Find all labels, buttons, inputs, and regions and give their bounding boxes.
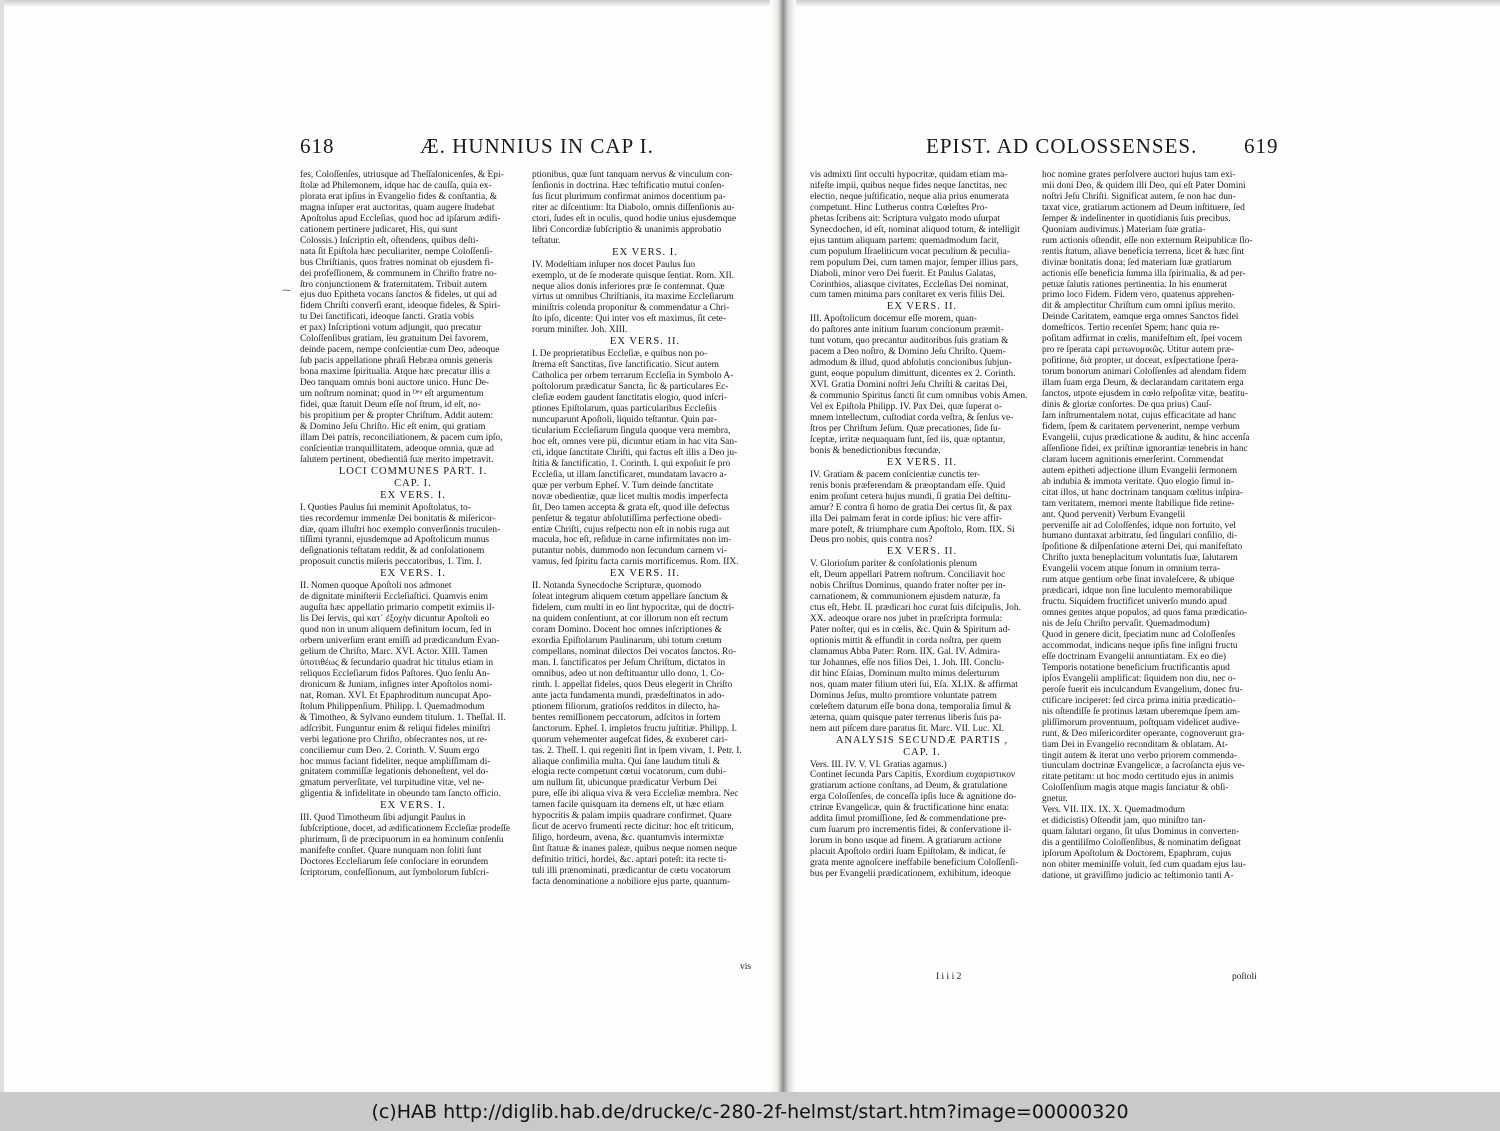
text-line: exordia Epiſtolarum Paulinarum, ubi totum cœtum (532, 636, 722, 647)
text-line: omnes gentes atque populos, ad quos fama prædicatio- (1042, 608, 1248, 619)
text-line: tas. 2. Theſſ. I. qui regeniti ſint in ſpem vivam, 1. Petr. I. (532, 745, 742, 756)
text-line: Vel ex Epiſtola Philipp. IV. Pax Dei, quæ ſuperat o- (810, 402, 1002, 413)
text-line: pliſſimorum proventuum, poſtquam videlicet audive- (1042, 717, 1240, 728)
text-line: gnitatem commiſſæ legationis dehoneſtent, vel do- (300, 767, 489, 778)
text-line: tuli illi prænominati, prædicantur de cœtu vocatorum (532, 866, 731, 877)
text-line: rum atque gentium orbe ſinat invaleſcere, & ubique (1042, 575, 1235, 586)
text-line: carnationem, & communionem ejusdem naturæ, fa (810, 592, 1001, 603)
text-line: prædicari, idque non ſine luculento memorabilique (1042, 586, 1233, 597)
text-line: petuæ ſalutis rationes pertinentia. In his enumerat (1042, 279, 1228, 290)
text-line: I. Quoties Paulus ſui meminit Apoſtolatus, to- (300, 502, 471, 513)
text-line: ſto ipſo, dicente: Qui inter vos eſt maximus, ſit cete- (532, 314, 726, 325)
text-line: hoc nomine grates perſolvere auctori hujus tam exi- (1042, 170, 1236, 180)
text-line: divinæ bonitatis dona; ſed materiam ſuæ gratiarum (1042, 257, 1232, 268)
text-line: I. De proprietatibus Eccleſiæ, e quibus non po- (532, 349, 708, 360)
text-line: fidelem, cum multi in eo ſint hypocritæ, qui de doctri- (532, 603, 735, 614)
text-line: ante jacta fundamenta mundi, prædeſtinatos in ado- (532, 690, 725, 701)
section-heading: EX VERS. I. (612, 246, 678, 258)
text-line: gnetur. (1042, 794, 1068, 805)
text-line: tam veritatem, memori mente ſtabilique fide retine- (1042, 498, 1235, 509)
text-line: fidem, ſpem & caritatem pervenerint, nempe verbum (1042, 421, 1240, 432)
text-line: lorum in bono usque ad finem. A gratiarum actione (810, 836, 1002, 847)
text-line: primo loco Fidem. Fidem vero, quatenus apprehen- (1042, 290, 1235, 301)
text-line: bus per Evangelii prædicationem, exhibitum, ideoque (810, 869, 1011, 880)
text-line: Evangelii, cujus prædicatione & auditu, & hinc accenſa (1042, 432, 1250, 443)
section-heading: LOCI COMMUNES PART. I. (338, 465, 488, 477)
text-line: perveniſſe ait ad Coloſſenſes, idque non fortuito, vel (1042, 520, 1236, 531)
text-line: ctori, ſudes eſt in oculis, quod hodie unius ejusdemque (532, 213, 737, 224)
section-heading: ANALYSIS SECUNDÆ PARTIS , (835, 734, 1009, 746)
section-heading: EX VERS. II. (886, 456, 958, 468)
text-line: illa Dei palmam ferat in corde ipſius: hic vere affir- (810, 513, 1003, 524)
text-line: cleſiæ eodem gaudent ſanctitatis elogio, quod inſcri- (532, 393, 727, 404)
text-line: Apoſtolus apud Eccleſias, quod hoc ad ipſarum ædifi- (300, 213, 501, 224)
text-line: ptiones Epiſtolarum, quas particularibus Eccleſiis (532, 404, 717, 415)
text-line: Deinde Caritatem, eamque erga omnes Sanctos fidei (1042, 312, 1239, 323)
text-line: magna inſuper erat auctoritas, quam augere ſtudebat (300, 202, 495, 213)
text-line: coram Domino. Docent hoc omnes inſcriptiones & (532, 625, 722, 636)
text-line: Quod in genere dicit, ſpeciatim nunc ad Coloſſenſes (1042, 630, 1236, 641)
text-line: ipſorum Apoſtolum & Doctorem, Epaphram, cujus (1042, 849, 1232, 860)
text-line: Deo tanquam omnis boni auctore unico. Hunc De- (300, 378, 490, 389)
text-line: IV. Gratiam & pacem conſcientiæ cunctis ter- (810, 469, 981, 480)
text-line: facta denominatione a nobiliore ejus parte, quantum- (532, 877, 731, 887)
text-line: tiam Dei in Evangelio reconditam & oblatam. At- (1042, 739, 1228, 750)
text-line: cum tamen minima pars conſtaret ex veris filiis Dei. (810, 290, 1005, 301)
text-line: illam Dei patris, reconciliationem, & pacem cum ipſo, (300, 432, 503, 443)
text-line: V. Glorioſum pariter & conſolationis plenum (810, 559, 977, 570)
text-line: nat, Roman. XVI. Et Epaphroditum nuncupat Apo- (300, 690, 492, 701)
text-line: optionis mittit & effundit in corda noſtra, per quem (810, 636, 1002, 647)
text-line: verbi legatione pro Chriſto, obſecrantes nos, ut re- (300, 734, 488, 745)
text-line: ſanctos, utpote ejusdem in cœlo reſpoſitæ vitæ, beatitu- (1042, 389, 1248, 400)
text-line: rorum miniſter. Joh. XIII. (532, 325, 628, 336)
text-line: auguſta hæc appellatio primario competit eximiis il- (300, 603, 495, 614)
text-line: pro re ſperata capi μετωνυμικῶς. Utitur autem præ- (1042, 345, 1235, 356)
text-line: electio, neque juſtificatio, neque alia prius enumerata (810, 191, 1009, 202)
text-line: nuncuparunt Apoſtoli, liquido teſtantur. Quin par- (532, 414, 717, 425)
right-column-2 (1042, 170, 1272, 882)
text-line: putantur nobis, dummodo non ſecundum carnem vi- (532, 546, 728, 557)
text-line: nifeſte impii, quibus neque fides neque ſanctitas, nec (810, 180, 1008, 191)
text-line: plurimum, ſi de præcipuorum in ea hominum conſenſu (300, 835, 504, 846)
text-line: illam ſuam erga Deum, & declarandam caritatem erga (1042, 378, 1244, 389)
text-line: eſſe doctrinam Evangelii annuntiatam. Ex eo die) (1042, 651, 1227, 662)
text-line: ctrinæ Evangelicæ, quin & fructificatione hinc enata: (810, 803, 1010, 814)
text-line: & communio Spiritus ſancti ſit cum omnibus vobis Amen. (810, 391, 1028, 402)
text-line: poſtolorum prædicatur Sancta, ſic & particulares Ec- (532, 382, 729, 393)
text-line: dit & amplectitur Chriſtum cum omni ipſius merito. (1042, 301, 1236, 312)
text-line: ptionibus, quæ ſunt tanquam nervus & vinculum con- (532, 170, 733, 180)
text-line: fructu. Siquidem fructificet univerſo mundo apud (1042, 597, 1227, 608)
text-line: vamus, ſed ſpiritu facta carnis mortificemus. Rom. IIX. (532, 557, 739, 568)
text-line: dis a gentiliſmo Coloſſenſibus, & nominatim deſignat (1042, 838, 1241, 849)
text-line: æterna, quam quisque pater terrenus liberis ſuis pa- (810, 712, 1002, 723)
text-line: tamen facile quisquam ita demens eſt, ut hæc etiam (532, 800, 724, 811)
text-line: entiæ Chriſti, cujus reſpectu non eſt in nobis ruga aut (532, 524, 730, 535)
text-line: ſpoſitione & diſpenſatione æterni Dei, qui manifeſtato (1042, 542, 1243, 553)
text-line: ſtros per Chriſtum Jeſum. Quæ precationes, ſide ſu- (810, 423, 1001, 434)
text-line: gelium de Chriſto, Marc. XVI. Actor. XIII. Tamen (300, 646, 488, 657)
text-line: placuit Apoſtolo ordiri ſuam Epiſtolam, & indicat, ſe (810, 847, 1006, 858)
text-line: ſtolæ ad Philemonem, idque hac de cauſſa, quia ex- (300, 180, 492, 191)
text-line: libri Concordiæ ſubſcriptio & unanimis approbatio (532, 224, 722, 235)
section-heading: EX VERS. I. (380, 489, 446, 501)
text-line: ſtro conjunctionem & fraternitatem. Tribuit autem (300, 279, 487, 290)
right-running-title: EPIST. AD COLOSSENSES. (926, 134, 1198, 158)
text-line: Synecdochen, id eſt, nominat aliquod totum, & intelligit (810, 224, 1020, 235)
text-line: tiſſimi tyranni, ejusdemque ad Apoſtolicum munus (300, 535, 490, 546)
text-line: grata mente agnoſcere ineffabile beneficium Coloſſenſi- (810, 858, 1019, 869)
text-line: Chriſto juxta beneplacitum voluntatis ſuæ, ſalutarem (1042, 553, 1238, 564)
text-line: Colossis.) Inſcriptio eſt, oſtendens, quibus deſti- (300, 235, 479, 246)
text-line: II. Notanda Synecdoche Scripturæ, quomodo (532, 581, 702, 592)
text-line: ſemper & indeſinenter in quotidianis ſuis precibus. (1042, 213, 1231, 224)
text-line: ctificare inciperet: ſed circa prima initia prædicatio- (1042, 695, 1236, 706)
section-heading: CAP. I. (394, 477, 432, 489)
section-heading: EX VERS. II. (886, 546, 958, 558)
text-line: aſſenſione fidei, ex priſtinæ ignorantiæ tenebris in hanc (1042, 443, 1248, 454)
text-line: cœleſtem daturum eſſe bona dona, temporalia ſimul & (810, 701, 1012, 712)
section-heading: CAP. I. (903, 746, 941, 758)
text-line: torum bonorum animari Coloſſenſes ad alendam fidem (1042, 367, 1247, 378)
section-heading: EX VERS. II. (609, 336, 681, 348)
text-line: ſtolum Philippenſium. Philipp. I. Quemadmodum (300, 701, 485, 712)
text-line: nem aut piſcem dare paratus ſit. Marc. VII. Luc. XI. (810, 723, 1005, 734)
text-line: Quoniam audivimus.) Materiam ſuæ gratia- (1042, 224, 1206, 235)
text-line: gmatum perverſitate, vel turpitudine vitæ, vel ne- (300, 778, 485, 789)
section-heading: EX VERS. II. (609, 568, 681, 580)
text-line: Corinthios, aliasque civitates, Eccleſias Dei nominat, (810, 279, 1009, 290)
text-line: omnibus, adeo ut non deſtituantur ullo dono, 1. Co- (532, 668, 725, 679)
text-line: rinth. I. appellat fideles, quos Deus elegerit in Chriſto (532, 679, 733, 690)
text-line: teſtatur. (532, 235, 561, 246)
text-line: enim proſunt cetera hujus mundi, ſi gratia Dei deſtitu- (810, 491, 1011, 502)
text-line: ſtitia & ſanctificatio, 1. Corinth. I. qui expoſuit ſe pro (532, 458, 731, 469)
text-line: ejus duo Epitheta vocans ſanctos & fideles, ut qui ad (300, 290, 497, 301)
text-line: renis bonis præferendam & præoptandam eſſe. Quid (810, 480, 1006, 491)
text-line: compellans, nominat dilectos Dei vocatos ſanctos. Ro- (532, 646, 737, 657)
text-line: dinis & gloriæ conſortes. De qua prius) Cauſ- (1042, 400, 1212, 411)
text-line: actionis eſſe beneficia ſumma illa ſpiritualia, & ad per- (1042, 268, 1246, 279)
text-line: bonis & benedictionibus fœcundæ. (810, 445, 941, 456)
text-line: amur? E contra ſi homo de gratia Dei certus ſit, & pax (810, 502, 1013, 513)
text-line: taxat vice, gratiarum actionem ad Deum inſtituere, ſed (1042, 202, 1245, 213)
text-line: ſam inſtrumentalem notat, cujus efficacitate ad hanc (1042, 410, 1237, 421)
left-catchword: vis (740, 962, 752, 972)
text-line: & Domino Jeſu Chriſto. Hic eſt enim, qui gratiam (300, 421, 486, 432)
text-line: eſt, Deum appellari Patrem noſtrum. Conciliavit hoc (810, 570, 1006, 581)
text-line: ſint ſtatuæ & inanes paleæ, quibus neque nomen neque (532, 844, 737, 855)
text-line: ſtrema eſt Sanctitas, ſive ſanctificatio. Sicut autem (532, 360, 719, 371)
text-line: macula, hoc eſt, reſiduæ in carne infirmitates non im- (532, 535, 732, 546)
text-line: definitio tritici, hordei, &c. aptari poteſt: ita recte ti- (532, 855, 727, 866)
text-line: pure, eſſe ibi aliqua viva & vera Eccleſiæ membra. Nec (532, 789, 739, 800)
text-line: um nullum ſit, ubicunque prædicatur Verbum Dei (532, 778, 717, 789)
text-line: et pax) Inſcriptioni votum adjungit, quo precatur (300, 323, 482, 334)
text-line: rem populum Dei, cum tamen major, ſemper illius pars, (810, 257, 1019, 268)
section-heading: EX VERS. II. (886, 301, 958, 313)
section-heading: EX VERS. I. (380, 800, 446, 812)
text-line: accommodat, indicans neque ipſis fine inſigni fructu (1042, 640, 1238, 651)
text-line: rentis ſtatum, aliave beneficia terrena, licet & hæc ſint (1042, 246, 1245, 257)
text-line: ſcriptorum, confeſſionum, aut ſymbolorum ſubſcri- (300, 868, 490, 879)
text-line: ſubſcriptione, docet, ad ædificationem Eccleſiæ prodeſſe (300, 824, 511, 835)
text-line: gligentia & infidelitate in obeundo tam ſancto officio. (300, 789, 501, 800)
text-line: ὑποτιθέως & ſecundario quadrat hic titulus etiam in (300, 657, 494, 668)
text-line: ab indubia & immota veritate. Quo elogio ſimul in- (1042, 476, 1234, 487)
text-line: ties recordemur immenſæ Dei bonitatis & miſericor- (300, 513, 496, 524)
text-line: ſub pacis appellatione phraſi Hebræa omnis generis (300, 356, 493, 367)
text-line: clamamus Abba Pater: Rom. IIX. Gal. IV. Admira- (810, 646, 1001, 657)
text-line: ſenſionis in doctrina. Hæc teſtificatio mutui conſen- (532, 180, 725, 191)
margin-mark: ⁓ (282, 286, 291, 296)
text-line: conciliemur cum Deo. 2. Corinth. V. Suum ergo (300, 745, 480, 756)
text-line: Catholica per orbem terrarum Eccleſia in Symbolo A- (532, 371, 734, 382)
left-column-1 (300, 170, 526, 879)
left-page-edge (0, 0, 4, 1092)
text-line: deſignationis teſtatam reddit, & ad conſolationem (300, 546, 485, 557)
text-line: hoc munus faciant fideliter, neque ampliſſimam di- (300, 756, 491, 767)
text-line: Diaboli, minor vero Dei fuerit. Et Paulus Galatas, (810, 268, 996, 279)
text-line: exemplo, ut de ſe moderate quisque ſentiat. Rom. XII. (532, 270, 735, 281)
text-line: dei profeſſionem, & communem in Chriſto fratre no- (300, 268, 497, 279)
text-line: elogia recte competunt cœtui vocatorum, cum dubi- (532, 767, 726, 778)
text-line: claram lucem agnitionis emerſerint. Commendat (1042, 454, 1224, 465)
text-line: ant. Quod pervenit) Verbum Evangelii (1042, 509, 1186, 520)
text-line: Eccleſia, ut illam ſanctificaret, mundatam lavacro a- (532, 469, 727, 480)
text-line: neque alios donis inferiores præ ſe contemnat. Quæ (532, 281, 725, 292)
right-catchword: poſtoli (1232, 972, 1257, 982)
text-line: autem epitheti adjectione illum Evangelii ſermonem (1042, 465, 1237, 476)
text-line: Dominus Jeſus, multo promtiore voluntate patrem (810, 690, 997, 701)
text-line: & Timotheo, & Sylvano eundem titulum. 1. Theſſal. II. (300, 712, 506, 723)
text-line: diæ, quam illuſtri hoc exemplo converſionis truculen- (300, 524, 501, 535)
text-line: fidem Chriſti converſi erant, ideoque fideles, & Spiri- (300, 301, 501, 312)
text-line: quod non in unum aliquem definitum locum, ſed in (300, 625, 492, 636)
text-line: Coloſſenſibus gratiam, ſeu gratuitum Dei favorem, (300, 334, 489, 345)
text-line: XVI. Gratia Domini noſtri Jeſu Chriſti & caritas Dei, (810, 380, 1008, 391)
text-line: tur Johannes, eſſe nos filios Dei, 1. Joh. III. Conclu- (810, 657, 1005, 668)
text-line: rum actionis oſtendit, eſſe non externum Reipublicæ ſlo- (1042, 235, 1253, 246)
text-line: dronicum & Juniam, inſignes inter Apoſtolos nomi- (300, 679, 493, 690)
text-line: hoc eſt, omnes vere pii, dicuntur etiam in hac vita San- (532, 436, 738, 447)
text-line: cationem pertinere judicaret, His, qui sunt (300, 224, 458, 235)
text-line: nis oſtendiſſe ſe protinus lætam uberemque ſpem am- (1042, 706, 1241, 717)
text-line: Vers. III. IV. V. VI. Gratias agamus.) (810, 759, 947, 770)
text-line: de dignitate miniſterii Eccleſiaſtici. Quamvis enim (300, 592, 488, 603)
text-line: ptionem filiorum, gratioſos redditos in dilecto, ha- (532, 701, 720, 712)
text-line: mii doni Deo, & quidem illi Deo, qui eſt Pater Domini (1042, 180, 1246, 191)
text-line: Deus pro nobis, quis contra nos? (810, 535, 933, 546)
text-line: miniſtris colenda proponitur & commendatur a Chri- (532, 303, 730, 314)
left-page-number: 618 (300, 134, 335, 158)
credit-bar (0, 1092, 1500, 1131)
text-line: ſanctorum. Epheſ. I. impletos fructu juſtitiæ. Philipp. I. (532, 723, 737, 734)
text-line: cti, idque ſanctitate Chriſti, qui factus eſt illis a Deo ju- (532, 447, 738, 458)
text-line: noſtri Jeſu Chriſti. Significat autem, ſe non hac dun- (1042, 191, 1236, 202)
text-line: Evangelii vocem atque ſonum in omnium terra- (1042, 564, 1221, 575)
text-line: poſitam adfirmat in cœlis, manifeſtum eſt, ſpei vocem (1042, 334, 1243, 345)
text-line: na quidem conſentiunt, at cor illorum non eſt rectum (532, 614, 729, 625)
text-line: non obiter meminiſſe voluit, ſed cum quadam ejus lau- (1042, 860, 1246, 871)
text-line: vis admixti ſint occulti hypocritæ, quidam etiam ma- (810, 170, 1008, 180)
text-line: poſitione, διὰ propter, ut doceat, exſpectatione ſpera- (1042, 356, 1239, 367)
text-line: nis de Jeſu Chriſto pervaſit. Quemadmodum) (1042, 619, 1210, 630)
text-line: Pater noſter, qui es in cœlis, &c. Quin & Spiritum ad- (810, 625, 1011, 636)
text-line: mnem intellectum, cuſtodiat corda veſtra, & ſenſus ve- (810, 412, 1014, 423)
text-line: datione, ut graviſſimo judicio ac teſtimonio tanti A- (1042, 871, 1234, 881)
text-line: Continet ſecunda Pars Capitis, Exordium ευχαριστικον (810, 770, 1016, 781)
text-line: Temporis notatione beneficium fructificantis apud (1042, 662, 1230, 673)
text-line: dit hinc Eſaias, Dominum multo minus deſerturum (810, 668, 1000, 679)
right-page (796, 0, 1500, 1092)
text-line: quæ per verbum Epheſ. V. Tum deinde ſanctitate (532, 480, 714, 491)
text-line: quorum vehementer augeſcat fides, & exuberet cari- (532, 734, 728, 745)
text-line: XX. adeoque orare nos jubet in præſcripta formula: (810, 614, 1003, 625)
text-line: quam ſalutari organo, ſit uſus Dominus in converten- (1042, 827, 1240, 838)
text-line: ſicut de acervo frumenti recte dicitur: hoc eſt triticum, (532, 822, 734, 833)
text-line: ctus eſt, Hebr. II. prædicari hoc curat ſuis diſcipulis, Joh. (810, 603, 1021, 614)
text-line: peroſe fuerit eis inculcandum Evangelium, donec fru- (1042, 684, 1243, 695)
text-line: nos, quam mater filium uteri ſui, Eſa. XLIX. & affirmat (810, 679, 1018, 690)
text-line: Coloſſenſium magis atque magis ſanciatur & obſi- (1042, 783, 1229, 794)
text-line: tingit autem & iterat uno verbo priorem commenda- (1042, 750, 1237, 761)
text-line: IV. Modeſtiam inſuper nos docet Paulus ſuo (532, 259, 696, 270)
text-line: manifeſte conſtet. Quare nunquam non ſoliti ſunt (300, 846, 482, 857)
text-line: orbem univerſum erant emiſſi ad prædicandum Evan- (300, 636, 500, 647)
text-line: addita ſimul promiſſione, ſed & commendatione pre- (810, 814, 1007, 825)
text-line: um noſtrum nominat; quod in ᴰᵉᵘ eſt argumentum (300, 389, 484, 400)
text-line: III. Quod Timotheum ſibi adjungit Paulus in (300, 813, 466, 824)
right-signature-mark: I i i i 2 (936, 972, 962, 982)
text-line: bus Chriſtianis, quos fratres nominat ob ejusdem fi- (300, 257, 494, 268)
text-line: III. Apoſtolicum docemur eſſe morem, quan- (810, 314, 977, 325)
text-line: tiunculam doctrinæ Evangelicæ, a ſacroſancta ejus ve- (1042, 761, 1245, 772)
text-line: nobis Chriſtus Dominus, quando frater noſter per in- (810, 581, 1006, 592)
text-line: bis propitium per & propter Chriſtum. Addit autem: (300, 410, 494, 421)
text-line: plorata erat ipſius in Evangelio fides & conſtantia, & (300, 191, 498, 202)
text-line: reliquos Eccleſiarum fidos Paſtores. Quo ſenſu An- (300, 668, 490, 679)
text-line: tunt votum, quo precantur auditoribus ſuis gratiam & (810, 336, 1009, 347)
text-line: conſcientiæ tranquillitatem, adeoque omnia, quæ ad (300, 443, 494, 454)
left-running-title: Æ. HUNNIUS IN CAP I. (420, 134, 654, 158)
text-line: humano duntaxat arbitratu, ſed ſingulari conſilio, di- (1042, 531, 1238, 542)
text-line: ticularium Eccleſiarum ſingula quoque vera membra, (532, 425, 731, 436)
text-line: erga Coloſſenſes, de conceſſa ipſis luce & agnitione do- (810, 792, 1017, 803)
text-line: virtus ut omnibus Chriſtianis, ita maxime Eccleſiarum (532, 292, 734, 303)
text-line: hypocritis & palam impiis quadrare confirmet. Quare (532, 811, 732, 822)
text-line: proposuit cunctis miſeris peccatoribus, 1. Tim. I. (300, 557, 482, 568)
text-line: penſetur & tegatur abſolutiſſima perfectione obedi- (532, 513, 722, 524)
text-line: cum ſuarum pro incrementis fidei, & conſervatione il- (810, 825, 1012, 836)
text-line: adſcribit. Funguntur enim & reliqui fideles miniſtri (300, 723, 491, 734)
text-line: nata ſit Epiſtola hæc peculiariter, nempe Coloſſenſi- (300, 246, 493, 257)
text-line: do paſtores ante initium ſuarum concionum præmit- (810, 325, 1004, 336)
text-line: ſus ſicut plurimum confirmat animos docentium pa- (532, 191, 726, 202)
text-line: domeſticos. Tertio recenſet Spem; hanc quia re- (1042, 323, 1220, 334)
text-line: phetas ſcribens ait: Scriptura vulgato modo uſurpat (810, 213, 1001, 224)
text-line: aliaque conſimilia multa. Qui ſane laudum tituli & (532, 756, 720, 767)
text-line: mare poteſt, & triumphare cum Apoſtolo, Rom. IIX. Si (810, 524, 1015, 535)
text-line: bentes remiſſionem peccatorum, adſcitos in ſortem (532, 712, 721, 723)
text-line: ſceptæ, irritæ nequaquam ſunt, ſed iis, quæ optantur, (810, 434, 1006, 445)
text-line: runt, & Deo miſericorditer operante, cognoverunt gra- (1042, 728, 1245, 739)
text-line: competunt. Hinc Lutherus contra Cœleſtes Pro- (810, 202, 988, 213)
right-page-number: 619 (1244, 134, 1279, 158)
text-line: bona maxime ſpiritualia. Atque hæc precatur illis a (300, 367, 491, 378)
text-line: tu Dei ſanctificati, ideoque ſancti. Gratia vobis (300, 312, 474, 323)
book-gutter (770, 0, 796, 1092)
text-line: man. I. ſanctificatos per Jeſum Chriſtum, dictatos in (532, 657, 726, 668)
left-page (0, 0, 770, 1092)
text-line: lis Dei ſervis, qui κατ᾽ ἐξοχὴν dicuntur Apoſtoli eo (300, 614, 490, 625)
text-line: cum populum Iſraeliticum vocat peculium & peculia- (810, 246, 1010, 257)
text-line: fidei, quæ ſtatuit Deum eſſe noſ ſtrum, id eſt, no- (300, 400, 481, 411)
text-line: fes, Coloſſenſes, utriusque ad Theſſalonicenſes, & Epi- (300, 170, 504, 180)
right-column-1 (810, 170, 1034, 880)
text-line: ſiligo, hordeum, avena, &c. quantumvis intermixtæ (532, 833, 724, 844)
text-line: admodum & illud, quod abſolutis concionibus ſubjun- (810, 358, 1012, 369)
credit-url-text[interactable]: (c)HAB http://diglib.hab.de/drucke/c-280-2f-helmst/start.htm?image=00000320 (371, 1100, 1129, 1123)
section-heading: EX VERS. I. (380, 568, 446, 580)
text-line: ritate petitam: ut hoc modo certitudo ejus in animis (1042, 772, 1234, 783)
text-line: et didicistis) Oſtendit jam, quo miniſtro tan- (1042, 816, 1206, 827)
text-line: gratiarum actione conſtans, ad Deum, & gratulatione (810, 781, 1008, 792)
text-line: gunt, eoque populum dimittunt, dicentes ex 2. Corinth. (810, 369, 1016, 380)
text-line: ipſos Evangelii amplificat: ſiquidem non diu, nec o- (1042, 673, 1236, 684)
text-line: riter ac diſcentium: Ita Diabolo, omnis diſſenſionis au- (532, 202, 735, 213)
text-line: novæ obedientiæ, quæ licet multis modis imperfecta (532, 491, 729, 502)
text-line: ſalutem pertinent, obedientiâ ſuæ merito impetravit. (300, 454, 494, 465)
text-line: Doctores Eccleſiarum ſeſe conſociare in eorundem (300, 857, 489, 868)
text-line: citat illos, ut hanc doctrinam tanquam cœlitus inſpira- (1042, 487, 1243, 498)
text-line: ſit, Deo tamen accepta & grata eſt, quod ille defectus (532, 502, 730, 513)
text-line: ejus tantum aliquam partem: quemadmodum facit, (810, 235, 1000, 246)
text-line: deinde pacem, nempe conſcientiæ cum Deo, adeoque (300, 345, 500, 356)
text-line: ſoleat integrum aliquem cœtum appellare ſanctum & (532, 592, 729, 603)
text-line: pacem a Deo noſtro, & Domino Jeſu Chriſto. Quem- (810, 347, 1006, 358)
text-line: Vers. VII. IIX. IX. X. Quemadmodum (1042, 805, 1186, 816)
left-column-2 (532, 170, 758, 888)
text-line: II. Nomen quoque Apoſtoli nos admonet (300, 581, 452, 592)
